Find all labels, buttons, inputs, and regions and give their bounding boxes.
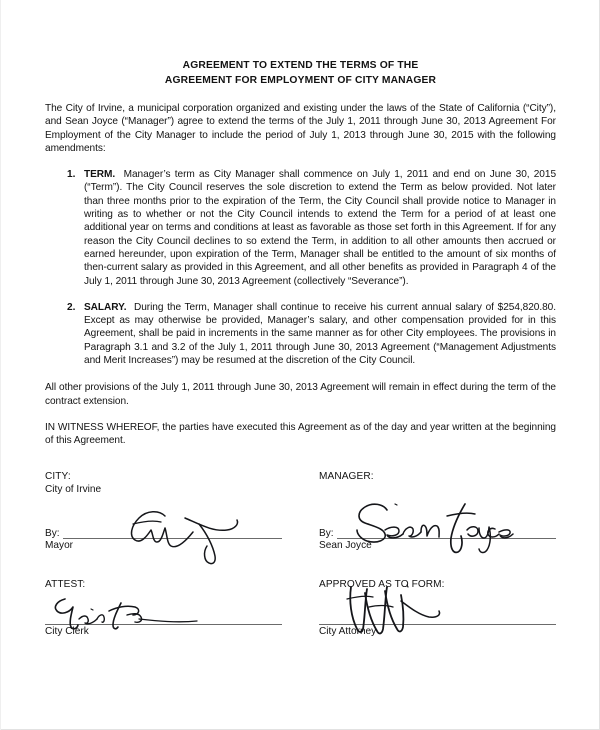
manager-signature-line [319,526,556,539]
clause-salary [45,301,556,367]
approved-heading: APPROVED AS TO FORM: [319,578,445,590]
clause-number: 1. [67,169,76,181]
witness-paragraph: IN WITNESS WHEREOF, the parties have executed this Agreement as of the day and year written at the beginning of this Agreement. [45,421,556,447]
clause-heading: TERM. [84,169,116,181]
city-rule [63,538,282,539]
attest-title-label: City Clerk [45,626,89,638]
manager-printed-name: Sean Joyce [319,539,372,551]
attest-rule [45,623,282,625]
approved-rule [319,623,556,625]
clause-term [45,168,556,288]
signature-row-primary [45,470,556,552]
clause-body: During the Term, Manager shall continue to receive his current annual salary of $254,820.80. Except as may otherwise be provided, Manager’s salary, and other compensation provided for in this Agreement, shall be paid in increments in the same manner as for other City employees. The provisions in Paragraph 3.1 and 3.2 of the July 1, 2011 through June 30, 2013 Agreement (“Management Adjustments and Merit Increases”) may be resumed at the discretion of the City Council. [84,301,556,367]
document-sheet [45,0,556,730]
clause-list [45,168,556,367]
clause-number: 2. [67,301,76,313]
manager-heading: MANAGER: [319,470,374,482]
closing-paragraph: All other provisions of the July 1, 2011 through June 30, 2013 Agreement will remain in effect during the term of the contract extension. [45,382,556,407]
title-line-1: AGREEMENT TO EXTEND THE TERMS OF THE [182,60,419,71]
manager-rule [337,538,556,539]
city-signature-line [45,526,282,539]
page-title [45,58,556,88]
attest-heading: ATTEST: [45,578,86,590]
manager-by-label: By: [319,527,334,539]
approved-title-label: City Attorney [319,626,377,638]
city-by-label: By: [45,527,60,539]
signature-block-approved [319,578,556,638]
title-line-2: AGREEMENT FOR EMPLOYMENT OF CITY MANAGER [164,75,437,86]
city-title-label: Mayor [45,539,74,551]
clause-body: Manager’s term as City Manager shall commence on July 1, 2011 and end on June 30, 2015 (“Term”). The City Council reserves the sole discretion to extend the Term as below provided. Not later than three months prior to the expiration of the Term, the City Council shall provide notice to Manager in writing as to whether or not the City Council intends to extend the Term for a period of at least one additional year on terms and conditions at least as favorable as those set forth in this Agreement. If for any reason the City Council declines to so extend the Term, in addition to all other amounts then accrued or earned hereunder, upon expiration of the Term, Manager shall be entitled to the amount of six months of then-current salary as provided in this Agreement, and all other benefits as provided in Paragraph 4 of the July 1, 2011 through June 30, 2013 Agreement (collectively “Severance”). [84,169,557,287]
city-entity: City of Irvine [45,483,102,495]
intro-paragraph: The City of Irvine, a municipal corporation organized and existing under the laws of the State of California (“City”), and Sean Joyce (“Manager”) agree to extend the terms of the July 1, 2011 through June 30, 2013 Agreement For Employment of the City Manager to include the period of July 1, 2013 through June 30, 2015 with the following amendments: [45,103,556,154]
signature-block-manager [319,470,556,552]
signature-row-secondary [45,578,556,638]
signature-block-attest [45,578,282,638]
mayor-signature-ink [103,504,263,566]
city-heading: CITY: [45,470,71,482]
signature-area [45,470,556,639]
signature-block-city [45,470,282,552]
clause-heading: SALARY. [84,301,127,313]
